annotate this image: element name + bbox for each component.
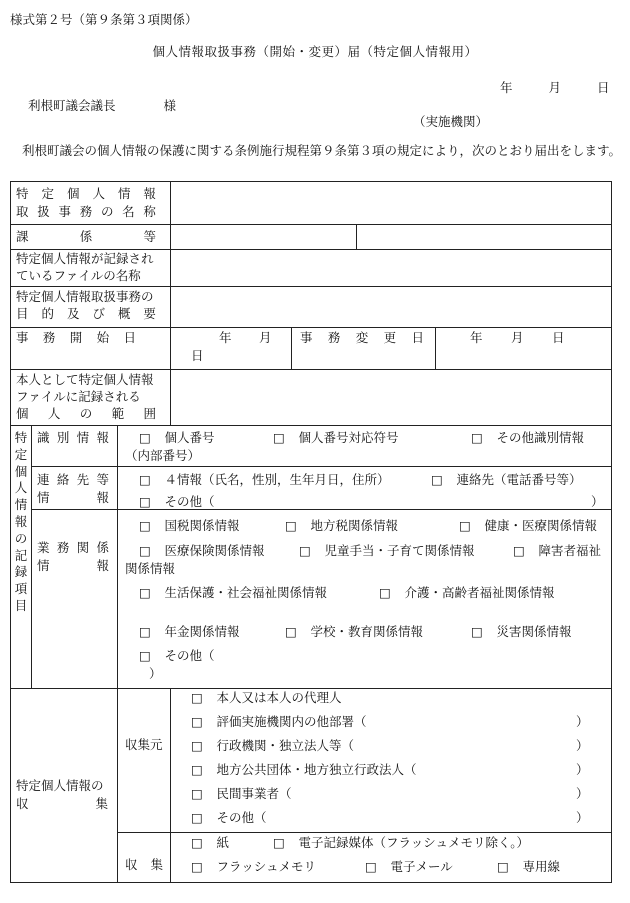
source-option-0[interactable]: □ 本人又は本人の代理人 (191, 690, 342, 705)
checkbox-icon: □ (273, 430, 285, 445)
option-four-info[interactable]: □ ４情報（氏名，性別，生年月日，住所） (139, 472, 390, 487)
checkbox-icon: □ (191, 859, 203, 874)
business-label-1: 業 務 関 係 (37, 540, 109, 555)
business-close-paren: ） (149, 666, 162, 681)
method-option-3[interactable]: □ 電子メール (365, 859, 453, 874)
method-option-2[interactable]: □ フラッシュメモリ (191, 859, 317, 874)
method-option-4[interactable]: □ 専用線 (497, 859, 561, 874)
business-label-2: 情 報 (37, 558, 109, 573)
checkbox-icon: □ (497, 859, 509, 874)
row-file-label-1: 特定個人情報が記録され (16, 251, 154, 266)
addressee-name: 利根町議会議長 (28, 98, 116, 113)
method-option-0[interactable]: □ 紙 (191, 835, 230, 850)
date-year: 年 (500, 80, 513, 95)
collection-label-2: 収 集 (16, 796, 108, 811)
change-year: 年 (470, 330, 483, 345)
addressee (28, 96, 176, 114)
checkbox-icon: □ (139, 494, 151, 509)
checkbox-icon: □ (139, 585, 151, 600)
source-option-4[interactable]: □ 民間事業者（ (191, 786, 292, 801)
start-year: 年 (219, 330, 232, 345)
option-business-6[interactable]: □ 生活保護・社会福祉関係情報 (139, 585, 328, 600)
start-day: 日 (191, 348, 204, 363)
start-date-label: 事 務 開 始 日 (16, 330, 136, 345)
source-close-paren: ） (576, 786, 589, 801)
intro-text: 利根町議会の個人情報の保護に関する条例施行規程第９条第３項の規定により，次のとおり届出をします。 (22, 143, 622, 158)
checkbox-icon: □ (191, 690, 203, 705)
checkbox-icon: □ (471, 430, 483, 445)
source-close-paren: ） (576, 810, 589, 825)
option-contact-info[interactable]: □ 連絡先（電話番号等） (431, 472, 582, 487)
checkbox-icon: □ (139, 543, 151, 558)
option-business-8[interactable]: □ 年金関係情報 (139, 624, 240, 639)
checkbox-icon: □ (191, 835, 203, 850)
checkbox-icon: □ (139, 430, 151, 445)
form-table (10, 181, 612, 883)
checkbox-icon: □ (299, 543, 311, 558)
checkbox-icon: □ (285, 624, 297, 639)
start-month: 月 (259, 330, 272, 345)
collection-source-label: 収集元 (125, 737, 163, 752)
option-kojin-bango[interactable]: □ 個人番号 (139, 430, 215, 445)
option-contact-other[interactable]: □ その他（ (139, 494, 215, 509)
identification-label: 識 別 情 報 (37, 430, 109, 445)
change-date-label: 事 務 変 更 日 (300, 330, 424, 345)
change-day: 日 (552, 330, 565, 345)
checkbox-icon: □ (513, 543, 525, 558)
checkbox-icon: □ (139, 624, 151, 639)
option-business-11[interactable]: □ その他（ (139, 648, 215, 663)
change-month: 月 (511, 330, 524, 345)
checkbox-icon: □ (285, 518, 297, 533)
document-title: 個人情報取扱事務（開始・変更）届（特定個人情報用） (152, 44, 478, 59)
collection-label-1: 特定個人情報の (16, 778, 104, 793)
business-wrap-text: 関係情報 (125, 561, 176, 576)
checkbox-icon: □ (139, 518, 151, 533)
source-option-5[interactable]: □ その他（ (191, 810, 267, 825)
checkbox-icon: □ (139, 472, 151, 487)
collection-method-label: 収 集 (125, 857, 163, 872)
checkbox-icon: □ (191, 714, 203, 729)
date-month: 月 (548, 80, 561, 95)
identification-other-note: （内部番号） (125, 448, 201, 463)
record-items-vertical-label: 特定個人情報の記録項目 (14, 430, 28, 613)
contact-label-2: 情 報 (37, 490, 109, 505)
checkbox-icon: □ (191, 786, 203, 801)
date-day: 日 (596, 80, 610, 95)
option-other-identification[interactable]: □ その他識別情報 (471, 430, 585, 445)
contact-label-1: 連 絡 先 等 (37, 472, 109, 487)
option-business-10[interactable]: □ 災害関係情報 (471, 624, 572, 639)
contact-close-paren: ） (591, 494, 604, 509)
agency-label: （実施機関） (413, 114, 489, 129)
addressee-suffix: 様 (163, 98, 177, 113)
checkbox-icon: □ (191, 810, 203, 825)
source-close-paren: ） (576, 714, 589, 729)
option-business-5[interactable]: □ 障害者福祉 (513, 543, 602, 558)
source-option-1[interactable]: □ 評価実施機関内の他部署（ (191, 714, 367, 729)
option-business-9[interactable]: □ 学校・教育関係情報 (285, 624, 424, 639)
form-number: 様式第２号（第９条第３項関係） (10, 12, 198, 27)
date-line (500, 78, 610, 96)
option-business-0[interactable]: □ 国税関係情報 (139, 518, 240, 533)
row-file-label-2: ているファイルの名称 (16, 268, 141, 283)
checkbox-icon: □ (471, 624, 483, 639)
checkbox-icon: □ (379, 585, 391, 600)
checkbox-icon: □ (459, 518, 471, 533)
option-business-7[interactable]: □ 介護・高齢者福祉関係情報 (379, 585, 555, 600)
source-option-2[interactable]: □ 行政機関・独立法人等（ (191, 738, 355, 753)
row-name-label-1: 特 定 個 人 情 報 (16, 186, 156, 201)
checkbox-icon: □ (431, 472, 443, 487)
row-name-label-2: 取 扱 事 務 の 名 称 (16, 204, 156, 219)
source-close-paren: ） (576, 762, 589, 777)
option-bango-taio-fugo[interactable]: □ 個人番号対応符号 (273, 430, 399, 445)
source-close-paren: ） (576, 738, 589, 753)
row-section-label: 課 係 等 (16, 229, 156, 244)
row-scope-label-1: 本人として特定個人情報 (16, 372, 154, 387)
checkbox-icon: □ (139, 648, 151, 663)
checkbox-icon: □ (365, 859, 377, 874)
option-business-3[interactable]: □ 医療保険関係情報 (139, 543, 265, 558)
row-scope-label-3: 個 人 の 範 囲 (16, 406, 156, 421)
row-purpose-label-2: 目 的 及 び 概 要 (16, 306, 156, 321)
checkbox-icon: □ (273, 835, 285, 850)
source-option-3[interactable]: □ 地方公共団体・地方独立行政法人（ (191, 762, 417, 777)
row-scope-label-2: ファイルに記録される (16, 389, 141, 404)
option-business-4[interactable]: □ 児童手当・子育て関係情報 (299, 543, 475, 558)
option-business-1[interactable]: □ 地方税関係情報 (285, 518, 399, 533)
method-option-1[interactable]: □ 電子記録媒体（フラッシュメモリ除く。） (273, 835, 530, 850)
option-business-2[interactable]: □ 健康・医療関係情報 (459, 518, 598, 533)
row-purpose-label-1: 特定個人情報取扱事務の (16, 289, 154, 304)
checkbox-icon: □ (191, 762, 203, 777)
checkbox-icon: □ (191, 738, 203, 753)
